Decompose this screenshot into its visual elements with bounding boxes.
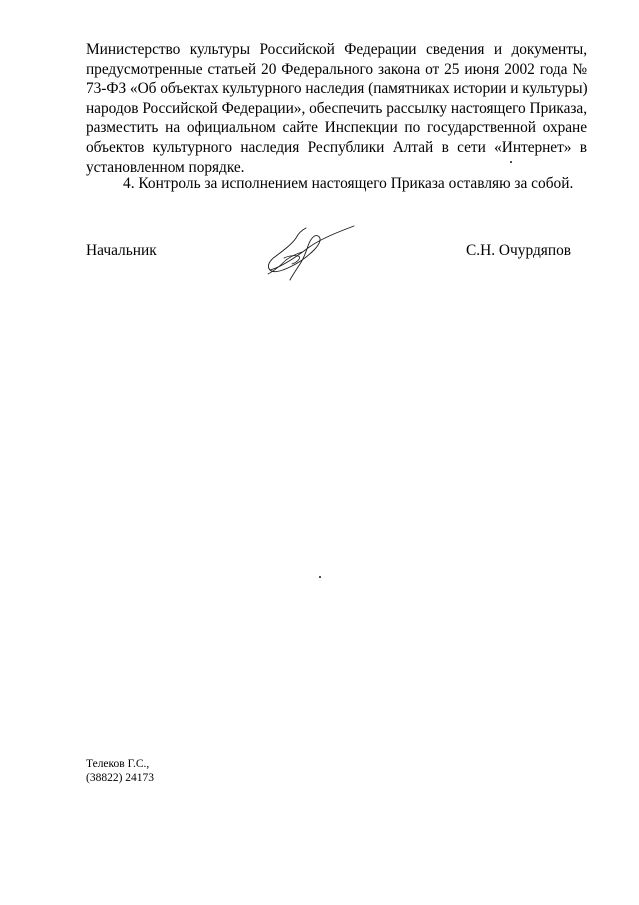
body-line: установленном порядке. [86, 158, 245, 176]
signer-position: Начальник [86, 242, 157, 259]
scan-speck [319, 576, 321, 578]
signer-name: С.Н. Очурдяпов [466, 242, 572, 259]
signature-icon [262, 224, 362, 284]
body-paragraph [86, 40, 587, 177]
paragraph-4: 4. Контроль за исполнением настоящего Приказа оставляю за собой. [123, 175, 574, 192]
executor-name: Телеков Г.С., [86, 758, 150, 770]
body-line: Министерство культуры Российской Федерации сведения и документы, [86, 41, 587, 58]
executor-info [86, 757, 154, 785]
body-line: предусмотренные статьей 20 Федерального закона от 25 июня 2002 года № [86, 60, 587, 78]
executor-phone: (38822) 24173 [86, 772, 155, 784]
body-line: разместить на официальном сайте Инспекции по государственной охране [86, 119, 587, 137]
body-line: народов Российской Федерации», обеспечить рассылку настоящего Приказа, [86, 99, 587, 117]
scan-speck [510, 161, 512, 163]
body-line: объектов культурного наследия Республики Алтай в сети «Интернет» в [86, 138, 587, 156]
body-line: 73-ФЗ «Об объектах культурного наследия (памятниках истории и культуры) [86, 80, 588, 98]
